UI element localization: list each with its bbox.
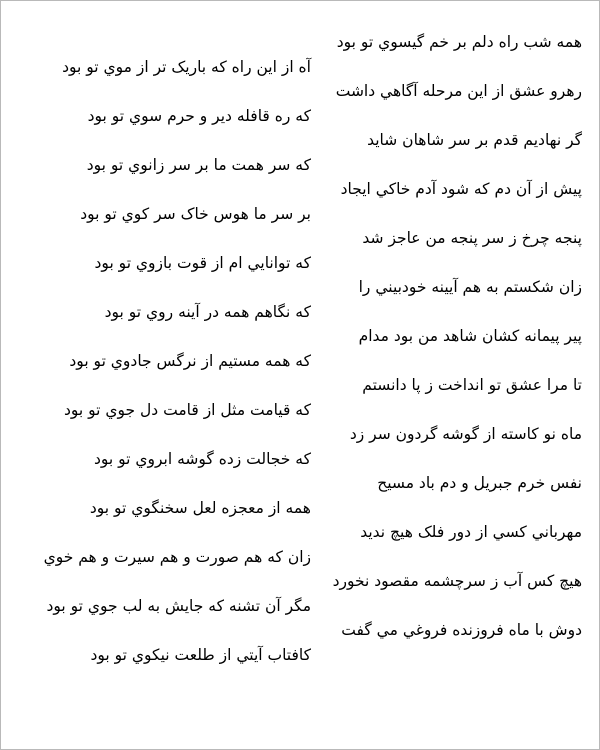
verse-line: که ره قافله دير و حرم سوي تو بود bbox=[87, 106, 311, 125]
verse-line: ماه نو کاسته از گوشه گردون سر زد bbox=[349, 425, 582, 443]
verse-line: که نگاهم همه در آينه روي تو بود bbox=[104, 302, 311, 321]
verse-line: کافتاب آيتي از طلعت نيکوي تو بود bbox=[90, 645, 311, 664]
verse-line: مگر آن تشنه که جايش به لب جوي تو بود bbox=[46, 596, 311, 615]
verse-line: پيش از آن دم که شود آدم خاکي ايجاد bbox=[340, 180, 582, 198]
poem-text bbox=[1, 30, 600, 667]
verse-line: که توانايي ام از قوت بازوي تو بود bbox=[94, 253, 311, 272]
verse-line: زان شکستم به هم آيينه خودبيني را bbox=[358, 278, 582, 296]
verse-line: که سر همت ما بر سر زانوي تو بود bbox=[86, 155, 311, 174]
verse-line: مهرباني کسي از دور فلک هيچ نديد bbox=[360, 523, 582, 541]
verse-line: همه شب راه دلم بر خم گيسوي تو بود bbox=[336, 33, 582, 51]
verse-line: تا مرا عشق تو انداخت ز پا دانستم bbox=[362, 376, 582, 394]
verse-line: که خجالت زده گوشه ابروي تو بود bbox=[93, 449, 311, 468]
verse-line: نفس خرم جبريل و دم باد مسيح bbox=[377, 474, 582, 492]
verse-line: پير پيمانه کشان شاهد من بود مدام bbox=[358, 327, 582, 345]
verse-line: رهرو عشق از اين مرحله آگاهي داشت bbox=[335, 82, 582, 100]
verse-line: هيچ کس آب ز سرچشمه مقصود نخورد bbox=[332, 572, 582, 590]
verse-line: همه از معجزه لعل سخنگوي تو بود bbox=[89, 498, 311, 517]
verse-line: زان که هم صورت و هم سيرت و هم خوي bbox=[43, 547, 311, 566]
verse-line: آه از اين راه که باريک تر از موي تو بود bbox=[62, 57, 311, 76]
verse-line: گر نهاديم قدم بر سر شاهان شايد bbox=[367, 131, 582, 149]
verse-line: که قيامت مثل از قامت دل جوي تو بود bbox=[63, 400, 311, 419]
verse-line: بر سر ما هوس خاک سر کوي تو بود bbox=[80, 204, 311, 223]
verse-line: پنجه چرخ ز سر پنجه من عاجز شد bbox=[362, 229, 582, 247]
verse-line: که همه مستيم از نرگس جادوي تو بود bbox=[69, 351, 311, 370]
verse-line: دوش با ماه فروزنده فروغي مي گفت bbox=[341, 621, 582, 639]
